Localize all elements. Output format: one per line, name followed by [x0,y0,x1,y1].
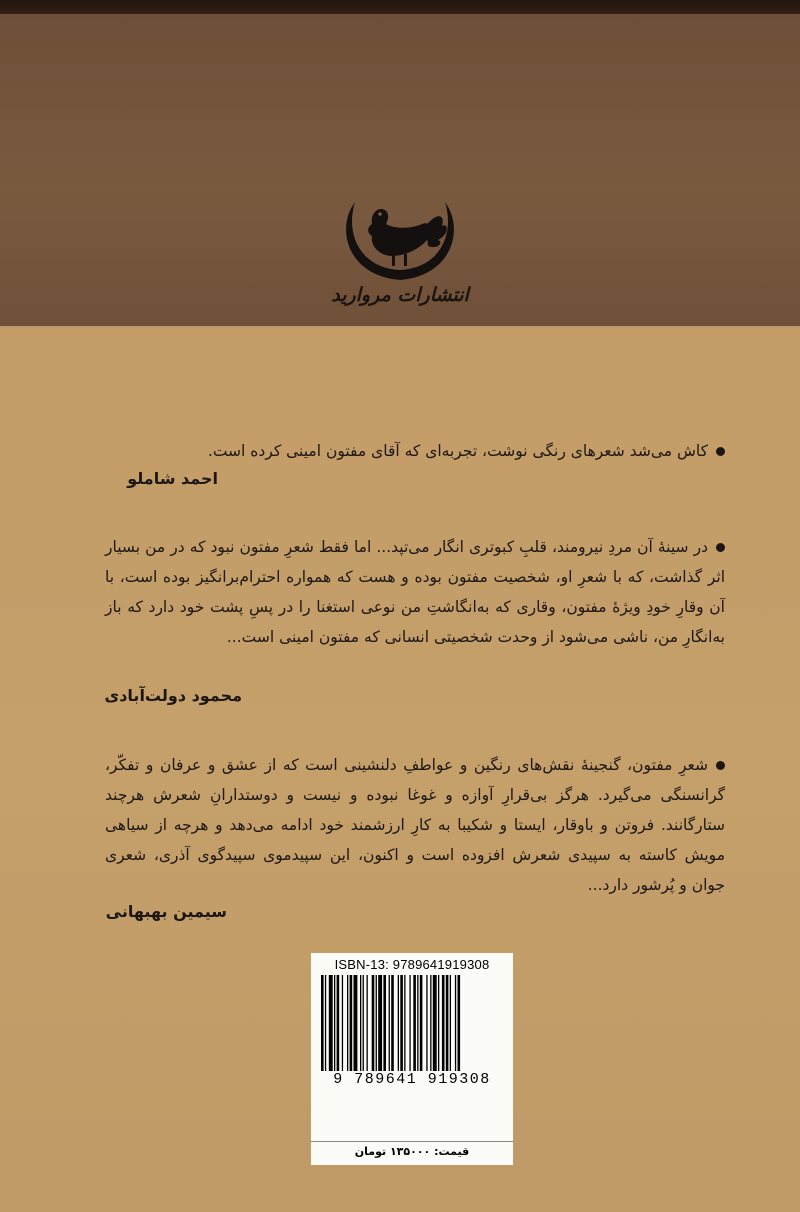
quote-author: سیمین بهبهانی [105,902,227,921]
quote-author: محمود دولت‌آبادی [104,686,242,705]
price-tag [311,1141,513,1165]
quote-dolatabadi [105,532,725,652]
quote-behbahani [105,750,725,900]
quote-text: در سینهٔ آن مردِ نیرومند، قلبِ کبوتری انگار می‌تپد... اما فقط شعرِ مفتون نبود که در من بسیار اثر گذاشت، که با شعرِ او، شخصیت مفتون بوده و هست که همواره احترام‌برانگیز بوده است، با آن وقارِ خودِ ویژهٔ مفتون، وقاری که به‌انگاشتِ من نوعی استغنا را در پسِ پشت خود دارد که باز به‌انگارِ من، ناشی می‌شود از وحدت شخصیتی انسانی که مفتون امینی است... [105,538,725,646]
isbn-barcode [311,953,513,1141]
quote-text: شعرِ مفتون، گنجینهٔ نقش‌های رنگین و عواطفِ دلنشینی است که از عشق و عرفان و تفکّر، گرانسنگی می‌گیرد. هرگز بی‌قرارِ آوازه و غوغا نبوده و نیست و دوستدارانِ شعرش هرچند ستارگانند. فروتن و باوقار، ایستا و شکیبا به کارِ ارزشمند خود ادامه می‌دهد و هرچه از سیاهی مویش کاسته به سپیدی شعرش افزوده است و اکنون، این سپیدموی سپیدگوی آذری، شعری جوان و پُرشور دارد... [105,756,725,894]
barcode-bars-icon [317,975,507,1071]
isbn-label: ISBN-13: 9789641919308 [334,957,490,972]
price-text: قیمت: ۱۳۵۰۰۰ تومان [354,1145,470,1158]
quote-shamlou [105,436,725,466]
barcode-digits: 9 789641 919308 [333,1071,491,1088]
quote-text: کاش می‌شد شعرهای رنگی نوشت، تجربه‌ای که آقای مفتون امینی کرده است. [207,442,708,460]
bullet-icon [716,447,725,456]
quote-author: احمد شاملو [127,469,218,488]
publisher-name: انتشارات مروارید [331,284,469,306]
bullet-icon [716,761,725,770]
bullet-icon [716,543,725,552]
